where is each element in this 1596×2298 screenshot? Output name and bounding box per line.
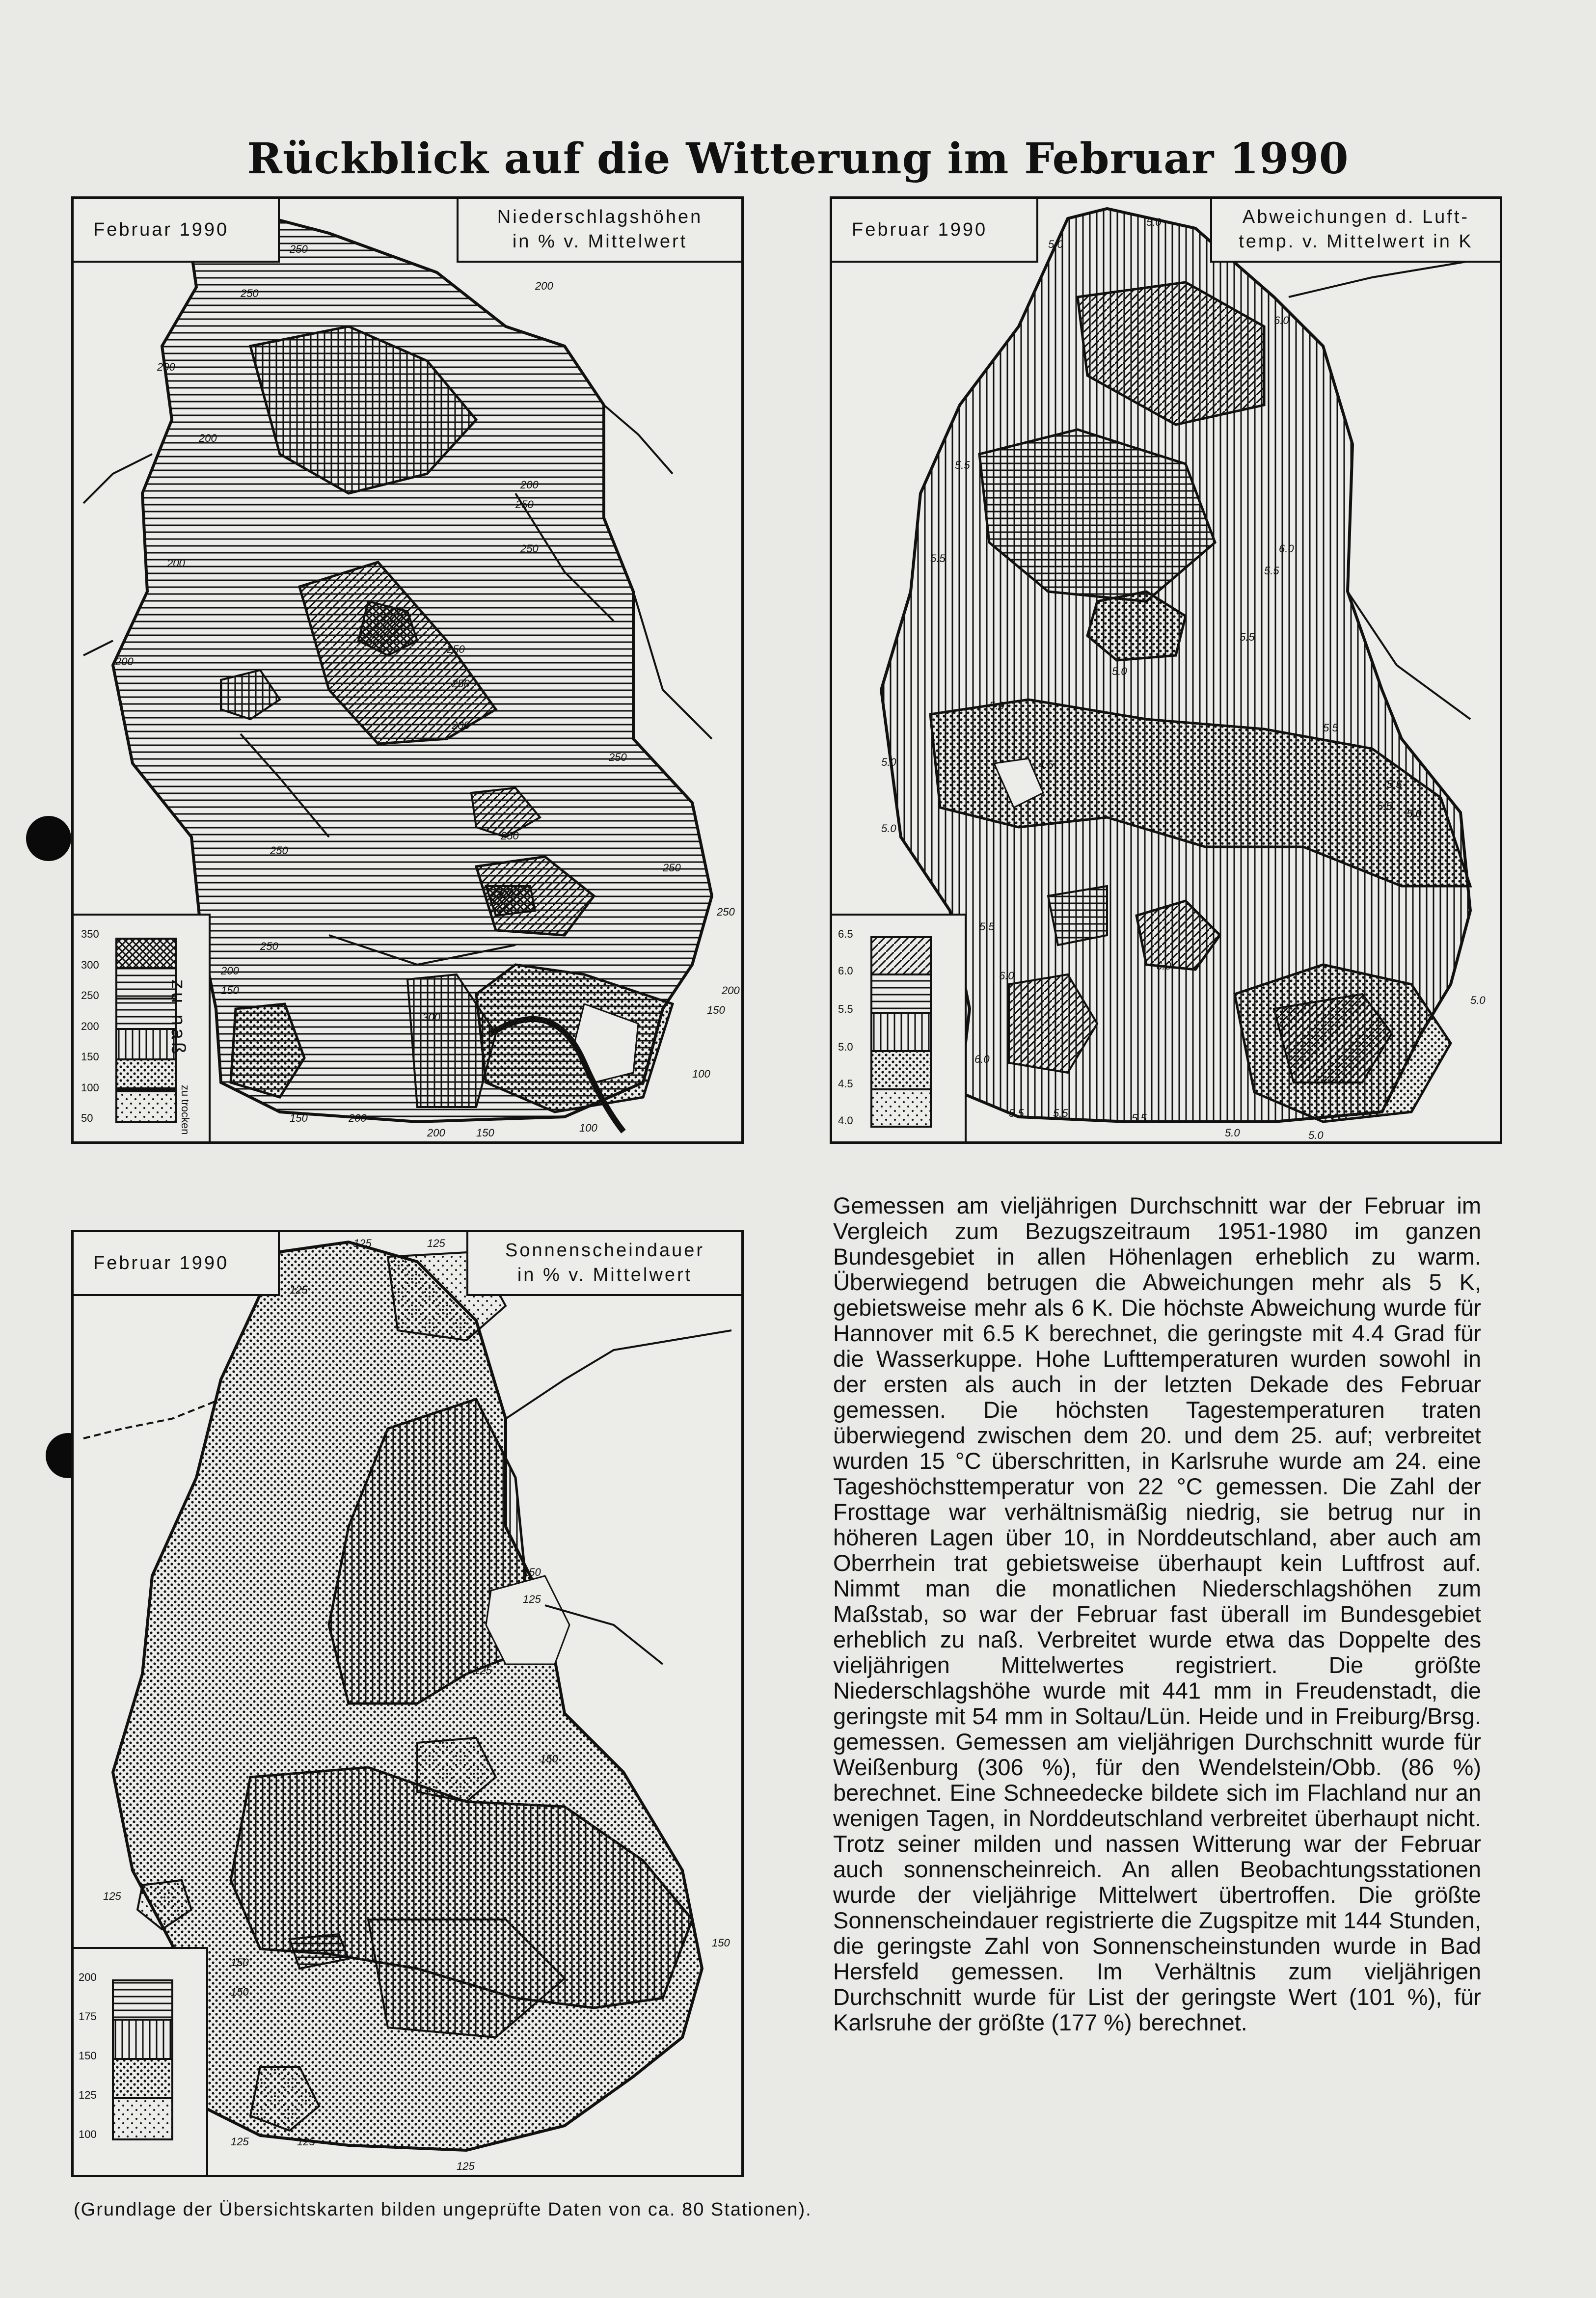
isoline-label: 5.0 — [1225, 1127, 1240, 1139]
isoline-label: 150 — [540, 1753, 558, 1765]
isoline-label: 5.5 — [1240, 631, 1255, 643]
sunshine-legend-title — [466, 1232, 741, 1296]
isoline-label: 5.0 — [881, 822, 896, 835]
isoline-label: 250 — [270, 844, 288, 857]
isoline-label: 150 — [523, 1566, 541, 1578]
legend-value: 6.0 — [838, 965, 853, 977]
isoline-label: 5.5 — [1387, 778, 1402, 790]
precipitation-legend-dry-label: zu trocken — [179, 1085, 191, 1135]
sunshine-legend — [74, 1947, 208, 2175]
legend-value: 50 — [81, 1112, 93, 1124]
isoline-label: 6.0 — [1274, 314, 1289, 326]
isoline-label: 6.0 — [1156, 960, 1171, 972]
isoline-label: 150 — [231, 1986, 249, 1998]
temperature-legend-swatches — [870, 936, 932, 1128]
isoline-label: 5.0 — [1308, 1129, 1324, 1141]
precipitation-legend-title — [457, 199, 741, 263]
isoline-label: 100 — [692, 1068, 710, 1080]
isoline-label: 6.0 — [974, 1053, 990, 1065]
isoline-label: 200 — [349, 1112, 367, 1124]
isoline-label: 250 — [501, 830, 519, 842]
isoline-label: 250 — [290, 243, 308, 255]
isoline-label: 200 — [427, 1127, 445, 1139]
isoline-label: 5.5 — [979, 920, 995, 933]
page-title: Rückblick auf die Witterung im Februar 1990 — [247, 134, 1349, 184]
legend-value: 5.5 — [838, 1003, 853, 1015]
temperature-map — [830, 196, 1502, 1144]
sunshine-month-label: Februar 1990 — [93, 1253, 229, 1273]
legend-value: 300 — [81, 959, 99, 971]
legend-value: 350 — [81, 928, 99, 940]
isoline-label: 150 — [476, 1127, 494, 1139]
precipitation-map — [71, 196, 744, 1144]
legend-value: 150 — [79, 2050, 97, 2062]
isoline-label: 5.5 — [1009, 1107, 1024, 1119]
isoline-label: 100 — [579, 1122, 597, 1134]
legend-value: 5.0 — [838, 1041, 853, 1053]
isoline-label: 125 — [297, 2136, 315, 2148]
isoline-label: 125 — [523, 1593, 541, 1605]
isoline-label: 250 — [520, 542, 539, 555]
isoline-label: 250 — [241, 287, 259, 299]
isoline-label: 125 — [290, 1284, 308, 1296]
legend-value: 200 — [81, 1020, 99, 1032]
isoline-label: 200 — [115, 655, 134, 668]
isoline-label: 150 — [231, 1956, 249, 1969]
temperature-legend-title-line1: Abweichungen d. Luft- — [1242, 207, 1470, 227]
isoline-label: 250 — [447, 643, 465, 655]
sunshine-legend-title-line1: Sonnenscheindauer — [505, 1240, 705, 1261]
weather-summary-text — [833, 1193, 1481, 2035]
punch-hole-top — [26, 816, 71, 861]
isoline-label: 200 — [535, 280, 553, 292]
isoline-label: 125 — [231, 2136, 249, 2148]
temperature-legend — [832, 914, 967, 1141]
precipitation-month-label: Februar 1990 — [93, 219, 229, 240]
isoline-label: 125 — [427, 1237, 445, 1249]
isoline-label: 250 — [663, 862, 681, 874]
isoline-label: 200 — [452, 719, 470, 731]
legend-value: 125 — [79, 2089, 97, 2101]
legend-value: 150 — [81, 1051, 99, 1063]
isoline-label: 200 — [722, 984, 740, 997]
isoline-label: 250 — [515, 498, 534, 511]
legend-value: 4.0 — [838, 1114, 853, 1127]
legend-value: 4.5 — [838, 1078, 853, 1090]
precipitation-month-box — [74, 199, 280, 263]
isoline-label: 200 — [157, 361, 175, 373]
isoline-label: 250 — [717, 906, 735, 918]
isoline-label: 200 — [520, 479, 539, 491]
isoline-label: 6.0 — [1279, 542, 1294, 555]
isoline-label: 5.0 — [989, 700, 1004, 712]
legend-value: 100 — [81, 1081, 99, 1094]
isoline-label: 150 — [221, 984, 239, 997]
isoline-label: 125 — [457, 2160, 475, 2172]
isoline-label: 125 — [474, 1664, 492, 1676]
isoline-label: 5.5 — [1323, 722, 1338, 734]
temperature-month-label: Februar 1990 — [852, 219, 988, 240]
sunshine-month-box — [74, 1232, 280, 1296]
isoline-label: 5.0 — [1048, 238, 1063, 250]
isoline-label: 150 — [707, 1004, 725, 1016]
isoline-label: 5.5 — [930, 552, 946, 565]
isoline-label: 250 — [452, 677, 470, 690]
isoline-label: 6.0 — [999, 970, 1014, 982]
isoline-label: 5.5 — [1377, 800, 1392, 812]
isoline-label: 150 — [712, 1937, 730, 1949]
temperature-legend-title-line2: temp. v. Mittelwert in K — [1239, 231, 1473, 252]
sunshine-map — [71, 1230, 744, 2177]
precipitation-legend-wet-label: zu naß — [167, 979, 189, 1057]
isoline-label: 5.5 — [955, 459, 970, 471]
isoline-label: 5.5 — [1053, 1107, 1068, 1119]
isoline-label: 200 — [199, 432, 217, 444]
isoline-label: 4.5 — [1038, 758, 1054, 771]
isoline-label: 300 — [422, 1011, 440, 1024]
isoline-label: 5.5 — [1132, 1112, 1147, 1124]
legend-value: 6.5 — [838, 928, 853, 940]
isoline-label: 5.0 — [1470, 994, 1486, 1006]
legend-value: 100 — [79, 2128, 97, 2140]
isoline-label: 5.5 — [1264, 565, 1279, 577]
precipitation-legend-title-line2: in % v. Mittelwert — [512, 231, 688, 252]
isoline-label: 150 — [290, 1112, 308, 1124]
isoline-label: 250 — [609, 751, 627, 763]
isoline-label: 5.0 — [881, 756, 896, 768]
isoline-label: 300 — [496, 889, 514, 901]
legend-value: 200 — [79, 1971, 97, 1983]
temperature-legend-title — [1210, 199, 1500, 263]
temperature-month-box — [832, 199, 1038, 263]
isoline-label: 5.0 — [1146, 216, 1162, 228]
legend-value: 175 — [79, 2010, 97, 2023]
isoline-label: 200 — [167, 557, 185, 569]
footnote: (Grundlage der Übersichtskarten bilden ungeprüfte Daten von ca. 80 Stationen). — [74, 2199, 812, 2220]
isoline-label: 5.0 — [1112, 665, 1127, 677]
precipitation-legend-title-line1: Niederschlagshöhen — [497, 207, 703, 227]
weather-summary-paragraph: Gemessen am vieljährigen Durchschnitt war der Februar im Vergleich zum Bezugszeitraum 1951-1980 im ganzen Bundesgebiet in allen Höhenlagen erheblich zu warm. Überwiegend betrugen die Abweichungen mehr als 5 K, gebietsweise mehr als 6 K. Die höchste Abweichung wurde für Hannover mit 6.5 K berechnet, die geringste mit 4.4 Grad für die Wasserkuppe. Hohe Lufttemperaturen wurden sowohl in der ersten als auch in der letzten Dekade des Februar gemessen. Die höchsten Tagestemperaturen traten überwiegend zwischen dem 20. und dem 25. auf; verbreitet wurden 15 °C überschritten, in Karlsruhe wurde am 24. eine Tageshöchsttemperatur von 22 °C gemessen. Die Zahl der Frosttage war verhältnismäßig niedrig, sie betrug nur in höheren Lagen über 10, in Norddeutschland, aber auch am Oberrhein trat gebietsweise überhaupt kein Luftfrost auf. Nimmt man die monatlichen Niederschlagshöhen zum Maßstab, so war der Februar fast überall im Bundesgebiet erheblich zu naß. Verbreitet wurde etwa das Doppelte des vieljährigen Mittelwertes registriert. Die größte Niederschlagshöhe wurde mit 441 mm in Freudenstadt, die geringste mit 54 mm in Soltau/Lün. Heide und in Freiburg/Brsg. gemessen. Gemessen am vieljährigen Durchschnitt wurde für Weißenburg (306 %), für den Wendelstein/Obb. (86 %) berechnet. Eine Schneedecke bildete sich im Flachland nur an wenigen Tagen, in Norddeutschland verbreitet überhaupt nicht. Trotz seiner milden und nassen Witterung war der Februar auch sonnenscheinreich. An allen Beobachtungsstationen wurde der vieljährige Mittelwert übertroffen. Die größte Sonnenscheindauer registrierte die Zugspitze mit 144 Stunden, die geringste Zahl von Sonnenscheinstunden wurde in Bad Hersfeld gemessen. Im Verhältnis zum vieljährigen Durchschnitt wurde für List der geringste Wert (101 %), für Karlsruhe der größte (177 %) berechnet. — [833, 1192, 1481, 2035]
isoline-label: 5.0 — [1407, 808, 1422, 820]
precipitation-legend — [74, 914, 211, 1141]
isoline-label: 250 — [260, 940, 278, 952]
isoline-label: 125 — [353, 1237, 372, 1249]
isoline-label: 125 — [103, 1890, 121, 1902]
sunshine-legend-title-line2: in % v. Mittelwert — [517, 1265, 693, 1285]
isoline-label: 200 — [221, 965, 239, 977]
sunshine-legend-swatches — [112, 1979, 173, 2141]
legend-value: 250 — [81, 989, 99, 1001]
